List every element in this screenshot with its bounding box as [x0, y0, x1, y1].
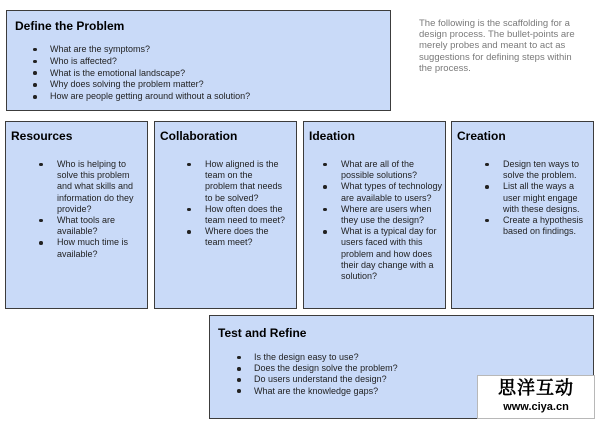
site-watermark [477, 375, 595, 419]
list-item: Design ten ways to solve the problem. [503, 159, 585, 181]
list-item: What is the emotional landscape? [50, 68, 380, 79]
list-item: Create a hypothesis based on findings. [503, 215, 584, 237]
ideation-title: Ideation [309, 129, 356, 143]
list-item: Is the design easy to use? [254, 352, 584, 363]
watermark-url: www.ciya.cn [503, 401, 569, 413]
list-item: List all the ways a user might engage with these designs. [503, 181, 585, 215]
list-item: What types of technology are available to users? [341, 181, 445, 203]
test-and-refine-title: Test and Refine [218, 326, 307, 340]
resources-box [5, 121, 148, 309]
collaboration-title: Collaboration [160, 129, 238, 143]
ideation-list [341, 159, 445, 282]
list-item: Do users understand the design? [254, 374, 584, 385]
list-item: Who is helping to solve this problem and what skills and information do they provide? [57, 159, 139, 215]
list-item: What are all of the possible solutions? [341, 159, 445, 181]
list-item: Who is affected? [50, 56, 380, 67]
scaffolding-note: The following is the scaffolding for a design process. The bullet-points are merely probes and meant to act as suggestions for defining steps within the process. [419, 18, 575, 74]
resources-list [57, 159, 139, 260]
list-item: How are people getting around without a solution? [50, 91, 380, 102]
define-the-problem-title: Define the Problem [15, 19, 125, 33]
creation-title: Creation [457, 129, 506, 143]
list-item: What are the knowledge gaps? [254, 386, 584, 397]
list-item: What is a typical day for users faced with this problem and how does their day change with a solution? [341, 226, 445, 282]
list-item: How aligned is the team on the problem that needs to be solved? [205, 159, 287, 204]
creation-box [451, 121, 594, 309]
ideation-box [303, 121, 446, 309]
list-item: Does the design solve the problem? [254, 363, 584, 374]
list-item: How much time is available? [57, 237, 139, 259]
creation-list [503, 159, 585, 237]
define-the-problem-list [50, 44, 380, 103]
watermark-chinese-text: 思洋互动 [498, 378, 574, 399]
list-item: How often does the team need to meet? [205, 203, 286, 226]
list-item: Where are users when they use the design? [341, 204, 445, 226]
collaboration-box [154, 121, 297, 309]
list-item: Where does the team meet? [205, 226, 287, 248]
list-item: What are the symptoms? [50, 44, 380, 55]
resources-title: Resources [11, 129, 73, 143]
collaboration-list [205, 159, 287, 249]
list-item: What tools are available? [57, 215, 139, 237]
define-the-problem-box [6, 10, 391, 111]
list-item: Why does solving the problem matter? [50, 79, 380, 90]
